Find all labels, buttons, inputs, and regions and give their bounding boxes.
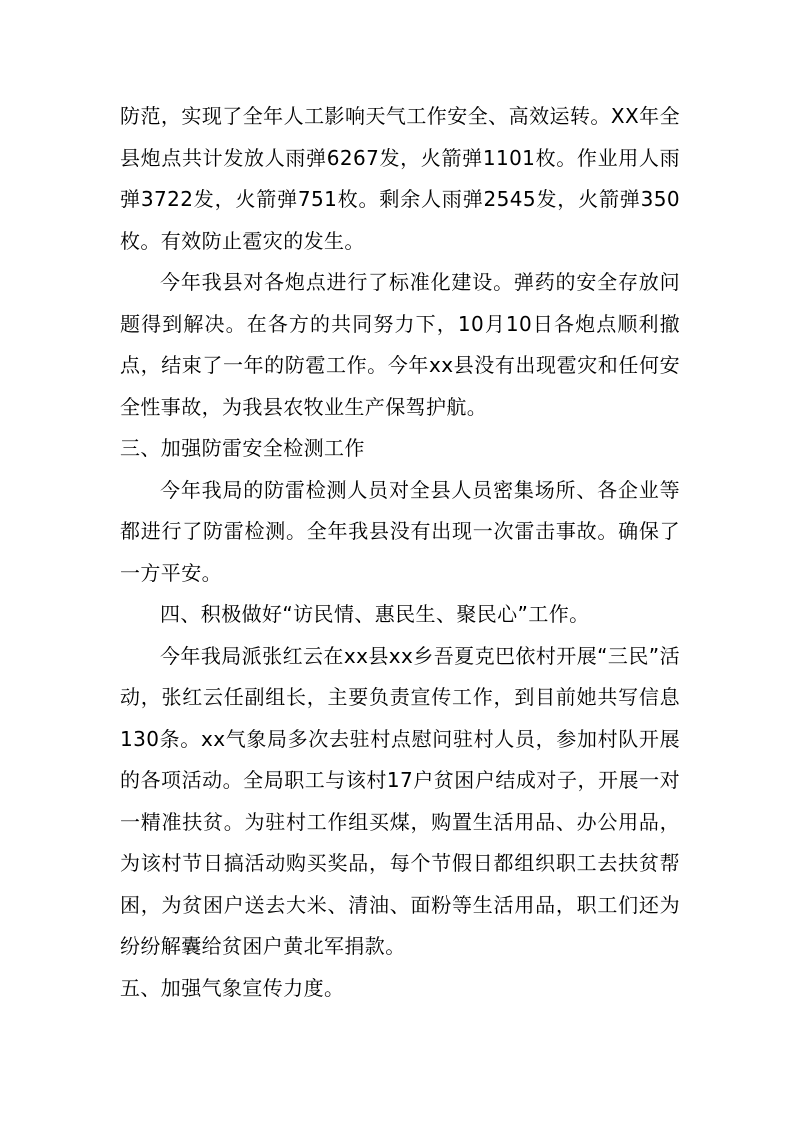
paragraph-body: 今年我局的防雷检测人员对全县人员密集场所、各企业等都进行了防雷检测。全年我县没有出现一次雷击事故。确保了一方平安。 [120, 477, 680, 585]
section-heading: 三、加强防雷安全检测工作 [120, 436, 365, 460]
paragraph-body: 今年我局派张红云在xx县xx乡吾夏克巴依村开展“三民”活动，张红云任副组长，主要负责宣传工作，到目前她共写信息130条。xx气象局多次去驻村点慰问驻村人员，参加村队开展的各项活动。全局职工与该村17户贫困户结成对子，开展一对一精准扶贫。为驻村工作组买煤，购置生活用品、办公用品，为该村节日搞活动购买奖品，每个节假日都组织职工去扶贫帮困，为贫困户送去大米、清油、面粉等生活用品，职工们还为纷纷解囊给贫困户黄北军捐款。 [120, 643, 680, 958]
document-body [120, 96, 680, 1009]
section-heading: 五、加强气象宣传力度。 [120, 975, 345, 1000]
paragraph-body: 今年我县对各炮点进行了标准化建设。弹药的安全存放问题得到解决。在各方的共同努力下，10月10日各炮点顺利撤点，结束了一年的防雹工作。今年xx县没有出现雹灾和任何安全性事故，为我县农牧业生产保驾护航。 [120, 270, 680, 419]
paragraph-continued: 防范，实现了全年人工影响天气工作安全、高效运转。XX年全县炮点共计发放人雨弹6267发，火箭弹1101枚。作业用人雨弹3722发，火箭弹751枚。剩余人雨弹2545发，火箭弹350枚。有效防止雹灾的发生。 [120, 104, 680, 253]
section-heading: 四、积极做好“访民情、惠民生、聚民心”工作。 [160, 602, 590, 626]
